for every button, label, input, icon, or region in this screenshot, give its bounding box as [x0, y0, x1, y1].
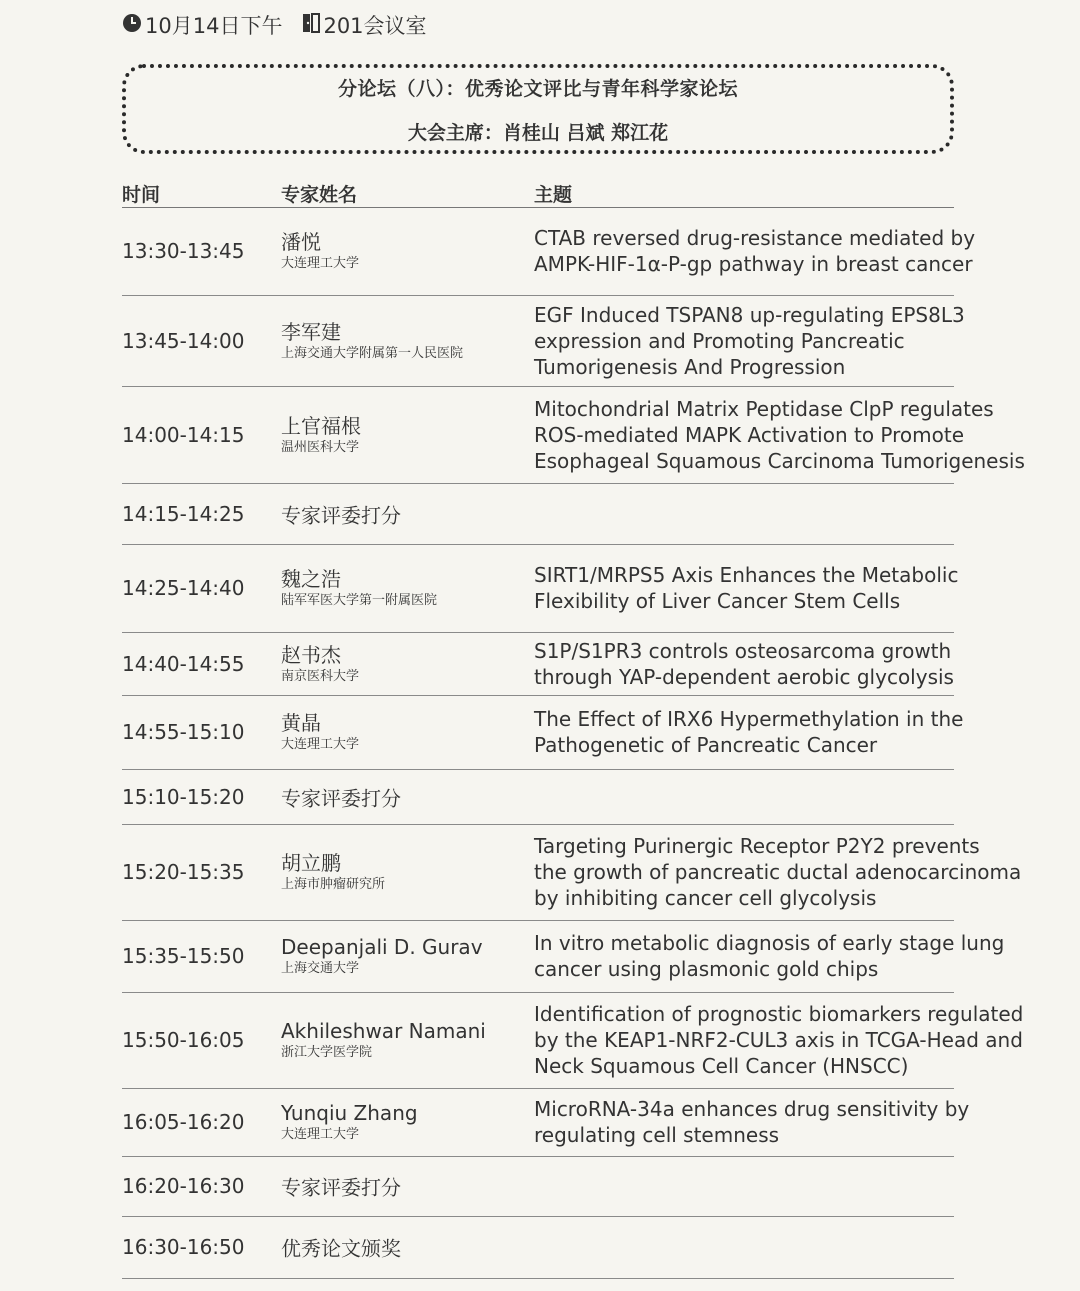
session-title: 分论坛（八）：优秀论文评比与青年科学家论坛 — [337, 78, 738, 100]
table-row — [122, 920, 1005, 993]
table-row — [122, 1216, 954, 1279]
table-row — [122, 1156, 954, 1217]
speaker-affiliation: 温州医科大学 — [281, 439, 360, 455]
row-speaker — [281, 710, 359, 754]
row-speaker — [281, 1100, 418, 1144]
topic-line: cancer using plasmonic gold chips — [534, 957, 879, 981]
table-row — [122, 1088, 970, 1157]
door-icon — [302, 13, 320, 38]
row-topic — [534, 1001, 1023, 1079]
row-speaker — [281, 566, 437, 610]
topic-line: regulating cell stemness — [534, 1123, 780, 1147]
row-activity: 专家评委打分 — [281, 786, 401, 810]
topic-line: Pathogenetic of Pancreatic Cancer — [534, 733, 878, 757]
topic-line: SIRT1/MRPS5 Axis Enhances the Metabolic — [534, 563, 959, 587]
row-time: 15:35-15:50 — [122, 944, 245, 968]
row-topic — [534, 225, 975, 277]
speaker-name: 黄晶 — [281, 711, 321, 735]
speaker-name: 胡立鹏 — [281, 851, 341, 875]
header-time: 时间 — [122, 184, 161, 206]
row-time: 16:20-16:30 — [122, 1174, 245, 1198]
speaker-affiliation: 上海市肿瘤研究所 — [281, 877, 386, 892]
row-topic — [534, 396, 1025, 474]
topic-line: Tumorigenesis And Progression — [534, 354, 846, 379]
row-time: 14:15-14:25 — [122, 501, 245, 526]
table-row — [122, 295, 965, 387]
topic-line: MicroRNA-34a enhances drug sensitivity by — [534, 1097, 970, 1121]
speaker-affiliation: 上海交通大学 — [281, 961, 360, 976]
speaker-name: 上官福根 — [281, 413, 361, 438]
row-speaker — [281, 413, 361, 457]
speaker-affiliation: 大连理工大学 — [281, 737, 360, 752]
speaker-name: Akhileshwar Namani — [281, 1019, 486, 1043]
topic-line: through YAP-dependent aerobic glycolysis — [534, 664, 954, 689]
speaker-name: 李军建 — [281, 319, 341, 344]
session-chairs: 大会主席：肖桂山 吕斌 郑江花 — [407, 122, 669, 144]
row-time: 14:00-14:15 — [122, 422, 245, 447]
row-activity: 优秀论文颁奖 — [281, 1236, 401, 1261]
row-topic — [534, 638, 954, 690]
speaker-affiliation: 南京医科大学 — [281, 668, 360, 684]
table-row — [122, 483, 954, 545]
speaker-name: 赵书杰 — [281, 642, 341, 667]
topic-line: Identification of prognostic biomarkers regulated — [534, 1002, 1024, 1026]
topic-line: EGF Induced TSPAN8 up-regulating EPS8L3 — [534, 302, 965, 327]
row-topic — [534, 302, 965, 380]
session-banner — [122, 64, 954, 154]
speaker-name: Yunqiu Zhang — [281, 1101, 418, 1125]
row-speaker — [281, 1018, 486, 1062]
speaker-name: 魏之浩 — [281, 567, 341, 591]
row-activity: 专家评委打分 — [281, 1175, 401, 1200]
speaker-affiliation: 大连理工大学 — [281, 1127, 360, 1142]
row-time: 15:10-15:20 — [122, 784, 245, 809]
topic-line: by inhibiting cancer cell glycolysis — [534, 886, 877, 910]
header-speaker: 专家姓名 — [281, 184, 358, 206]
session-date: 10月14日下午 — [145, 14, 283, 38]
row-activity: 专家评委打分 — [281, 503, 401, 527]
table-row — [122, 386, 1025, 484]
topic-line: AMPK-HIF-1α-P-gp pathway in breast cancer — [534, 252, 973, 276]
topic-line: CTAB reversed drug-resistance mediated by — [534, 226, 976, 250]
topic-line: The Effect of IRX6 Hypermethylation in the — [534, 707, 964, 731]
row-speaker — [281, 319, 463, 363]
speaker-affiliation: 大连理工大学 — [281, 256, 360, 271]
row-speaker — [281, 229, 359, 273]
row-speaker — [281, 642, 359, 686]
topic-line: Esophageal Squamous Carcinoma Tumorigenesis — [534, 448, 1025, 473]
table-row — [122, 632, 954, 696]
row-time: 14:40-14:55 — [122, 651, 245, 676]
topic-line: Neck Squamous Cell Cancer (HNSCC) — [534, 1054, 909, 1078]
topic-line: Flexibility of Liver Cancer Stem Cells — [534, 589, 901, 613]
table-row — [122, 695, 964, 770]
table-row — [122, 824, 1022, 921]
table-row — [122, 207, 976, 296]
speaker-name: Deepanjali D. Gurav — [281, 935, 483, 959]
row-time: 14:25-14:40 — [122, 576, 245, 600]
row-time: 13:45-14:00 — [122, 328, 245, 353]
row-time: 16:05-16:20 — [122, 1110, 245, 1134]
row-time: 13:30-13:45 — [122, 239, 245, 263]
row-topic — [534, 562, 958, 614]
row-time: 16:30-16:50 — [122, 1235, 245, 1259]
row-speaker — [281, 850, 385, 894]
table-row — [122, 769, 954, 825]
row-topic — [534, 706, 963, 758]
table-row — [122, 544, 959, 633]
row-time: 15:20-15:35 — [122, 860, 245, 884]
schedule-header — [122, 180, 954, 208]
row-time: 14:55-15:10 — [122, 720, 245, 744]
row-time: 15:50-16:05 — [122, 1028, 245, 1052]
session-room: 201会议室 — [323, 14, 427, 38]
clock-icon — [122, 13, 142, 38]
speaker-name: 潘悦 — [281, 230, 321, 254]
row-speaker — [281, 934, 483, 978]
speaker-affiliation: 浙江大学医学院 — [281, 1045, 373, 1060]
topic-line: Mitochondrial Matrix Peptidase ClpP regulates — [534, 396, 994, 421]
topic-line: S1P/S1PR3 controls osteosarcoma growth — [534, 638, 952, 663]
topic-line: by the KEAP1-NRF2-CUL3 axis in TCGA-Head and — [534, 1028, 1023, 1052]
speaker-affiliation: 上海交通大学附属第一人民医院 — [281, 345, 464, 361]
header-topic: 主题 — [534, 184, 573, 206]
table-row — [122, 992, 1024, 1089]
topic-line: expression and Promoting Pancreatic — [534, 328, 905, 353]
speaker-affiliation: 陆军军医大学第一附属医院 — [281, 593, 438, 608]
topic-line: In vitro metabolic diagnosis of early stage lung — [534, 931, 1005, 955]
row-topic — [534, 1096, 969, 1148]
topic-line: Targeting Purinergic Receptor P2Y2 prevents — [534, 834, 980, 858]
session-meta — [122, 10, 427, 40]
row-topic — [534, 930, 1004, 982]
topic-line: the growth of pancreatic ductal adenocarcinoma — [534, 860, 1022, 884]
row-topic — [534, 833, 1021, 911]
topic-line: ROS-mediated MAPK Activation to Promote — [534, 422, 965, 447]
